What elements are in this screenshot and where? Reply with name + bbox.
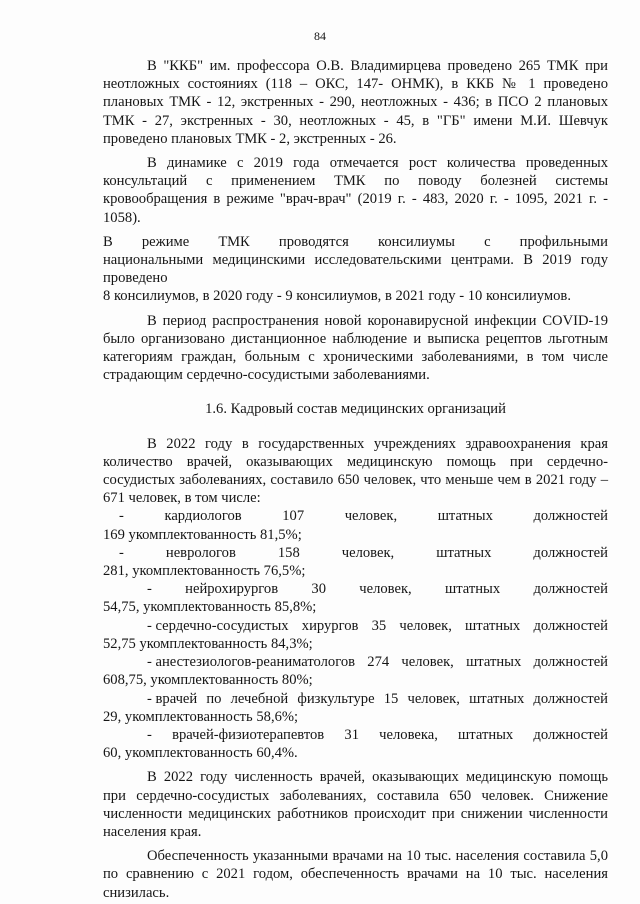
word: профильными (519, 233, 608, 250)
word: должностей (533, 654, 608, 671)
word: человек, (344, 508, 398, 525)
word: врачей-физиотерапевтов (172, 726, 325, 743)
staff-item-second-line: 169 укомплектованность 81,5%; (103, 526, 302, 543)
word: ТМК (218, 233, 250, 250)
word: должностей (533, 581, 608, 598)
word: 274 (367, 654, 390, 671)
paragraph-tmk-dynamics: В динамике с 2019 года отмечается рост количества проведенных консультаций с применением ТМК по поводу болезней системы кровообращения в режиме "врач-врач" (2019 г. - 483, 2020 г. - 1095, 2021 г. - 1058). (103, 155, 608, 226)
word: нейрохирургов (185, 581, 279, 598)
paragraph-consilium-first-line (103, 233, 608, 251)
word: штатных (465, 617, 521, 634)
word: человек, (407, 690, 460, 707)
page-number: 84 (314, 29, 326, 43)
word: 31 (344, 726, 359, 743)
word: штатных (469, 690, 525, 707)
word: неврологов (165, 544, 236, 561)
word: штатных (444, 581, 501, 598)
paragraph-covid: В период распространения новой коронавирусной инфекции COVID-19 было организовано дистанционное наблюдение и выписка рецептов льготным категориям граждан, больным с хроническими заболеваниями, в том числе страдающим сердечно-сосудистыми заболеваниями. (103, 312, 608, 384)
staff-item-first-line (103, 544, 608, 562)
document-body (103, 57, 608, 902)
word: должностей (533, 690, 608, 707)
word: 107 (282, 508, 305, 525)
word: должностей (533, 508, 608, 525)
staff-item-first-line (103, 580, 608, 598)
word: - (119, 508, 124, 525)
staff-item-first-line (103, 690, 608, 708)
word: человек, (401, 654, 454, 671)
word: штатных (466, 654, 522, 671)
paragraph-staff-intro: В 2022 году в государственных учреждениях здравоохранения края количество врачей, оказывающих медицинскую помощь при сердечно-сосудистых заболеваниях, составило 650 человек, что меньше чем в 2021 году – 671 человек, в том числе: (103, 435, 608, 507)
staff-item-second-line: 608,75, укомплектованность 80%; (103, 672, 313, 689)
word: 158 (277, 544, 300, 561)
word: должностей (533, 544, 608, 561)
word: - (119, 544, 124, 561)
word: должностей (533, 617, 608, 634)
word: 35 (371, 617, 387, 634)
word: режиме (141, 233, 190, 250)
word: должностей (533, 726, 608, 743)
staff-item-first-line (103, 507, 608, 525)
staff-item-second-line: 281, укомплектованность 76,5%; (103, 563, 306, 580)
staff-item-second-line: 52,75 укомплектованность 84,3%; (103, 635, 313, 652)
staff-item-first-line (103, 726, 608, 744)
word: - врачей (147, 690, 198, 707)
word: человек, (341, 544, 395, 561)
word: физкультуре (297, 690, 375, 707)
word: с (484, 233, 491, 250)
word: человека, (379, 726, 438, 743)
staff-item-second-line: 29, укомплектованность 58,6%; (103, 708, 299, 725)
word: В (103, 233, 113, 250)
word: хирургов (301, 617, 359, 634)
word: лечебной (230, 690, 289, 707)
word: консилиумы (377, 233, 455, 250)
word: 30 (311, 581, 326, 598)
word: - (147, 726, 152, 743)
staff-item-second-line: 54,75, укомплектованность 85,8%; (103, 599, 317, 616)
section-heading: 1.6. Кадровый состав медицинских организаций (205, 401, 506, 418)
staff-item-first-line (103, 617, 608, 635)
word: человек, (359, 581, 412, 598)
word: проводятся (278, 233, 349, 250)
word: - сердечно-сосудистых (147, 617, 289, 634)
paragraph-consilium-tail: 8 консилиумов, в 2020 году - 9 консилиумов, в 2021 году - 10 консилиумов. (103, 288, 571, 305)
paragraph-consilium-rest: национальными медицинскими исследовательскими центрами. В 2019 году проведено (103, 252, 608, 287)
paragraph-staff-ratio: Обеспеченность указанными врачами на 10 тыс. населения составила 5,0 по сравнению с 2021 годом, обеспеченность врачами на 10 тыс. населения снизилась. (103, 848, 608, 901)
word: штатных (437, 508, 493, 525)
staff-item-first-line (103, 653, 608, 671)
word: - (147, 581, 152, 598)
word: по (206, 690, 222, 707)
word: 15 (383, 690, 399, 707)
word: кардиологов (164, 508, 242, 525)
staff-list (103, 507, 608, 762)
word: штатных (436, 544, 492, 561)
word: штатных (458, 726, 514, 743)
word: - анестезиологов-реаниматологов (147, 654, 356, 671)
paragraph-tmk-counts: В "ККБ" им. профессора О.В. Владимирцева проведено 265 ТМК при неотложных состояниях (118 – ОКС, 147- ОНМК), в ККБ № 1 проведено плановых ТМК - 12, экстренных - 290, неотложных - 436; в ПСО 2 плановых ТМК - 27, экстренных - 30, неотложных - 45, в "ГБ" имени М.И. Шевчук проведено плановых ТМК - 2, экстренных - 26. (103, 58, 608, 147)
word: человек, (399, 617, 452, 634)
staff-item-second-line: 60, укомплектованность 60,4%. (103, 745, 298, 762)
paragraph-staff-total: В 2022 году численность врачей, оказывающих медицинскую помощь при сердечно-сосудистых заболеваниях, составила 650 человек. Снижение численности медицинских работников происходит при снижении численности населения края. (103, 769, 608, 840)
